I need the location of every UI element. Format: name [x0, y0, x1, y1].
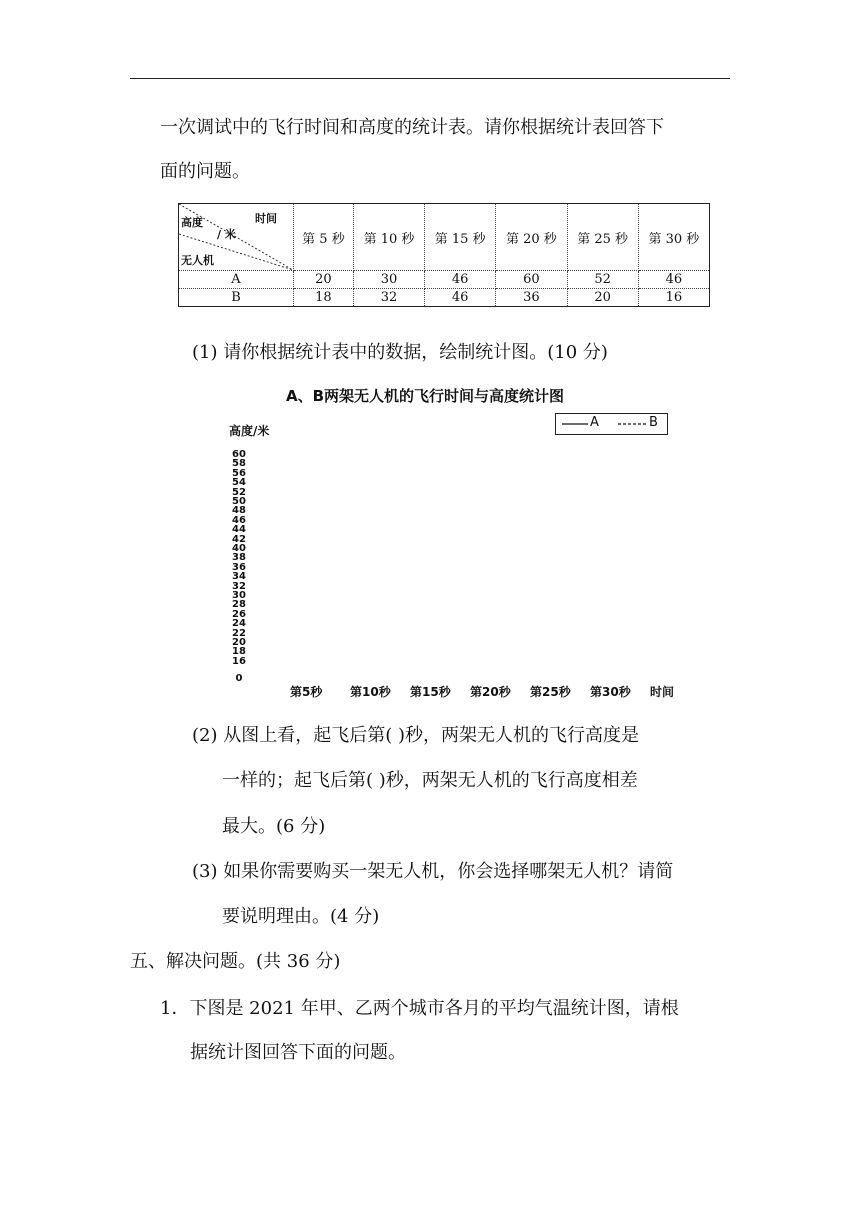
y-tick-label: 44: [232, 524, 246, 536]
header-rule: [130, 78, 730, 79]
y-tick-label: 58: [232, 458, 246, 470]
table-cell: 32: [353, 289, 424, 307]
question-3-line-1: (3) 如果你需要购买一架无人机，你会选择哪架无人机？请简: [192, 861, 674, 882]
y-tick-label: 34: [232, 571, 246, 583]
table-header-row: [179, 204, 710, 271]
y-tick-label: 0: [235, 673, 243, 685]
y-tick-label: 42: [232, 533, 246, 545]
y-tick-label: 32: [232, 580, 246, 592]
table-cell: 46: [638, 271, 709, 289]
row-label: B: [179, 289, 294, 307]
question-2-line-2: 一样的；起飞后第( )秒，两架无人机的飞行高度相差: [222, 770, 638, 791]
y-tick-label: 40: [232, 543, 246, 554]
x-tick-label: 第20秒: [470, 685, 511, 699]
legend-label-b: B: [649, 415, 658, 430]
table-cell: 18: [294, 289, 354, 307]
table-cell: 60: [496, 271, 567, 289]
table-cell: 46: [425, 271, 496, 289]
table-col-header: 第 20 秒: [496, 204, 567, 271]
y-tick-label: 20: [232, 637, 246, 648]
question-3-line-2: 要说明理由。(4 分): [222, 906, 380, 927]
x-tick-label: 第10秒: [350, 685, 391, 699]
section-5-heading: 五、解决问题。(共 36 分): [130, 951, 341, 972]
table-col-header: 第 10 秒: [353, 204, 424, 271]
corner-unit-label: / 米: [217, 228, 236, 241]
table-cell: 46: [425, 289, 496, 307]
problem-1-line-2: 据统计图回答下面的问题。: [190, 1042, 406, 1063]
table-cell: 30: [353, 271, 424, 289]
table-cell: 52: [567, 271, 638, 289]
y-tick-label: 18: [232, 646, 246, 658]
table-col-header: 第 15 秒: [425, 204, 496, 271]
y-tick-label: 36: [232, 561, 246, 573]
table-col-header: 第 30 秒: [638, 204, 709, 271]
chart-legend: [555, 413, 668, 435]
table-cell: 20: [567, 289, 638, 307]
y-tick-label: 46: [232, 514, 246, 526]
x-tick-label: 第5秒: [290, 685, 323, 699]
legend-label-a: A: [590, 415, 599, 430]
y-tick-label: 54: [232, 477, 246, 489]
y-tick-label: 50: [232, 496, 246, 507]
question-2-line-3: 最大。(6 分): [222, 816, 326, 837]
problem-1-line-1: 1．下图是 2021 年甲、乙两个城市各月的平均气温统计图，请根: [160, 998, 679, 1019]
y-tick-label: 16: [232, 655, 246, 667]
table-corner-cell: [179, 204, 294, 271]
table-cell: 20: [294, 271, 354, 289]
y-tick-label: 24: [232, 618, 246, 630]
y-tick-label: 48: [232, 505, 246, 517]
y-tick-label: 22: [232, 627, 246, 639]
chart-x-axis-label: 时间: [650, 685, 675, 699]
row-label: A: [179, 271, 294, 289]
table-cell: 16: [638, 289, 709, 307]
x-tick-label: 第30秒: [590, 685, 631, 699]
table-row: [179, 289, 710, 307]
stats-table: [178, 203, 710, 307]
question-2-line-1: (2) 从图上看，起飞后第( )秒，两架无人机的飞行高度是: [192, 725, 639, 746]
corner-drone-label: 无人机: [181, 254, 214, 267]
y-tick-label: 56: [232, 467, 246, 479]
question-1: (1) 请你根据统计表中的数据，绘制统计图。(10 分): [192, 342, 608, 363]
intro-line-2: 面的问题。: [160, 161, 250, 182]
y-tick-label: 28: [232, 599, 246, 611]
y-tick-label: 26: [232, 608, 246, 620]
table-row: [179, 271, 710, 289]
x-tick-label: 第15秒: [410, 685, 451, 699]
y-tick-label: 30: [232, 590, 246, 601]
table-col-header: 第 25 秒: [567, 204, 638, 271]
y-tick-label: 60: [232, 449, 246, 460]
table-cell: 36: [496, 289, 567, 307]
chart-y-axis-label: 高度/米: [229, 424, 270, 438]
chart-title: A、B两架无人机的飞行时间与高度统计图: [286, 387, 565, 405]
y-tick-label: 52: [232, 486, 246, 498]
y-tick-label: 38: [232, 552, 246, 564]
x-tick-label: 第25秒: [530, 685, 571, 699]
intro-line-1: 一次调试中的飞行时间和高度的统计表。请你根据统计表回答下: [160, 117, 664, 138]
table-col-header: 第 5 秒: [294, 204, 354, 271]
corner-time-label: 时间: [255, 212, 277, 225]
corner-height-label: 高度: [181, 216, 203, 229]
